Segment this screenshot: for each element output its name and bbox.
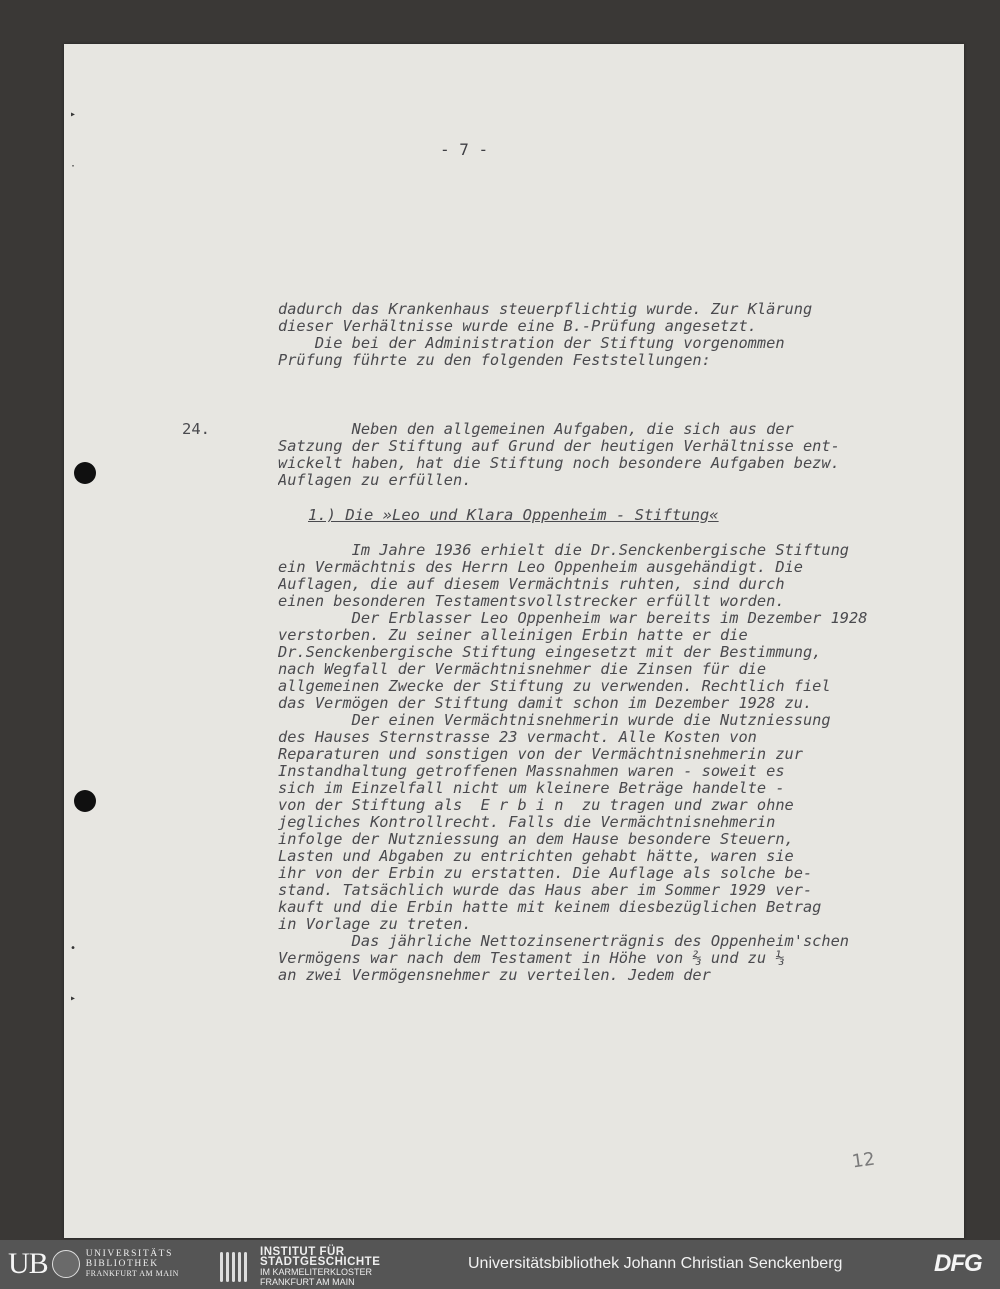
page-number: - 7 - [440, 140, 489, 159]
text-line: Neben den allgemeinen Aufgaben, die sich aus der [278, 420, 794, 438]
text-line: kauft und die Erbin hatte mit keinem diesbezüglichen Betrag [278, 898, 822, 916]
text-line: wickelt haben, hat die Stiftung noch besondere Aufgaben bezw. [278, 454, 840, 472]
isg-line: FRANKFURT AM MAIN [260, 1277, 355, 1287]
text-line: jegliches Kontrollrecht. Falls die Vermächtnisnehmerin [278, 813, 776, 831]
text-line: verstorben. Zu seiner alleinigen Erbin hatte er die [278, 626, 748, 644]
text-line: Auflagen zu erfüllen. [278, 471, 472, 489]
text-line: Das jährliche Nettozinsenerträgnis des Oppenheim'schen [278, 932, 849, 950]
text-line: Instandhaltung getroffenen Massnahmen waren - soweit es [278, 762, 785, 780]
margin-mark: ▸ [70, 993, 77, 1004]
text-line: des Hauses Sternstrasse 23 vermacht. Alle Kosten von [278, 728, 757, 746]
text-line: Auflagen, die auf diesem Vermächtnis ruhten, sind durch [278, 575, 785, 593]
pencil-annotation: 12 [850, 1148, 877, 1173]
section-number: 24. [182, 420, 210, 438]
punch-hole [74, 462, 96, 484]
text-line: stand. Tatsächlich wurde das Haus aber im Sommer 1929 ver- [278, 881, 813, 899]
ub-line: FRANKFURT AM MAIN [85, 1269, 179, 1278]
text-line: Vermögens war nach dem Testament in Höhe von ⅔ und zu ⅓ [278, 949, 785, 967]
isg-logo[interactable] [216, 1247, 380, 1287]
text-line: an zwei Vermögensnehmer zu verteilen. Jedem der [278, 966, 711, 984]
text-line: Im Jahre 1936 erhielt die Dr.Senckenbergische Stiftung [278, 541, 849, 559]
text-line: Der Erblasser Leo Oppenheim war bereits im Dezember 1928 [278, 609, 868, 627]
dfg-logo[interactable]: DFG [934, 1250, 982, 1277]
text-line: nach Wegfall der Vermächtnisnehmer die Zinsen für die [278, 660, 767, 678]
text-line: dieser Verhältnisse wurde eine B.-Prüfung angesetzt. [278, 317, 757, 335]
margin-mark: • [70, 943, 77, 954]
text-line: sich im Einzelfall nicht um kleinere Beträge handelte - [278, 779, 785, 797]
isg-wordmark [260, 1247, 380, 1287]
ub-line: BIBLIOTHEK [85, 1259, 159, 1269]
text-line: einen besonderen Testamentsvollstrecker erfüllt worden. [278, 592, 785, 610]
text-line: Der einen Vermächtnisnehmerin wurde die Nutzniessung [278, 711, 831, 729]
ub-line: UNIVERSITÄTS [85, 1249, 173, 1259]
isg-line: IM KARMELITERKLOSTER [260, 1267, 373, 1277]
margin-mark: ▸ [70, 109, 77, 120]
text-line: Dr.Senckenbergische Stiftung eingesetzt mit der Bestimmung, [278, 643, 822, 661]
text-line: Die bei der Administration der Stiftung vorgenommen [278, 334, 785, 352]
isg-line: STADTGESCHICHTE [260, 1256, 381, 1268]
footer-bar [0, 1240, 1000, 1289]
text-line: dadurch das Krankenhaus steuerpflichtig wurde. Zur Klärung [278, 300, 813, 318]
library-name[interactable]: Universitätsbibliothek Johann Christian Senckenberg [468, 1255, 843, 1272]
text-line: Satzung der Stiftung auf Grund der heutigen Verhältnisse ent- [278, 437, 840, 455]
text-line: ihr von der Erbin zu erstatten. Die Auflage als solche be- [278, 864, 813, 882]
arch-icon [216, 1250, 250, 1284]
text-line: das Vermögen der Stiftung damit schon im Dezember 1928 zu. [278, 694, 813, 712]
seal-icon [52, 1250, 80, 1278]
text-line: Prüfung führte zu den folgenden Feststellungen: [278, 351, 711, 369]
text-line: von der Stiftung als E r b i n zu tragen und zwar ohne [278, 796, 794, 814]
section-heading: 1.) Die »Leo und Klara Oppenheim - Stiftung« [308, 506, 719, 524]
text-line: Lasten und Abgaben zu entrichten gehabt hätte, waren sie [278, 847, 794, 865]
text-line: infolge der Nutzniessung an dem Hause besondere Steuern, [278, 830, 794, 848]
ub-wordmark [86, 1249, 179, 1279]
margin-mark: · [70, 161, 77, 172]
isg-line: INSTITUT FÜR [260, 1246, 345, 1258]
text-line: Reparaturen und sonstigen von der Vermächtnisnehmerin zur [278, 745, 803, 763]
text-line: in Vorlage zu treten. [278, 915, 472, 933]
text-line: allgemeinen Zwecke der Stiftung zu verwenden. Rechtlich fiel [278, 677, 831, 695]
ub-mark: UB [8, 1247, 48, 1280]
ub-logo[interactable] [8, 1249, 179, 1279]
punch-hole [74, 790, 96, 812]
text-line: ein Vermächtnis des Herrn Leo Oppenheim ausgehändigt. Die [278, 558, 803, 576]
